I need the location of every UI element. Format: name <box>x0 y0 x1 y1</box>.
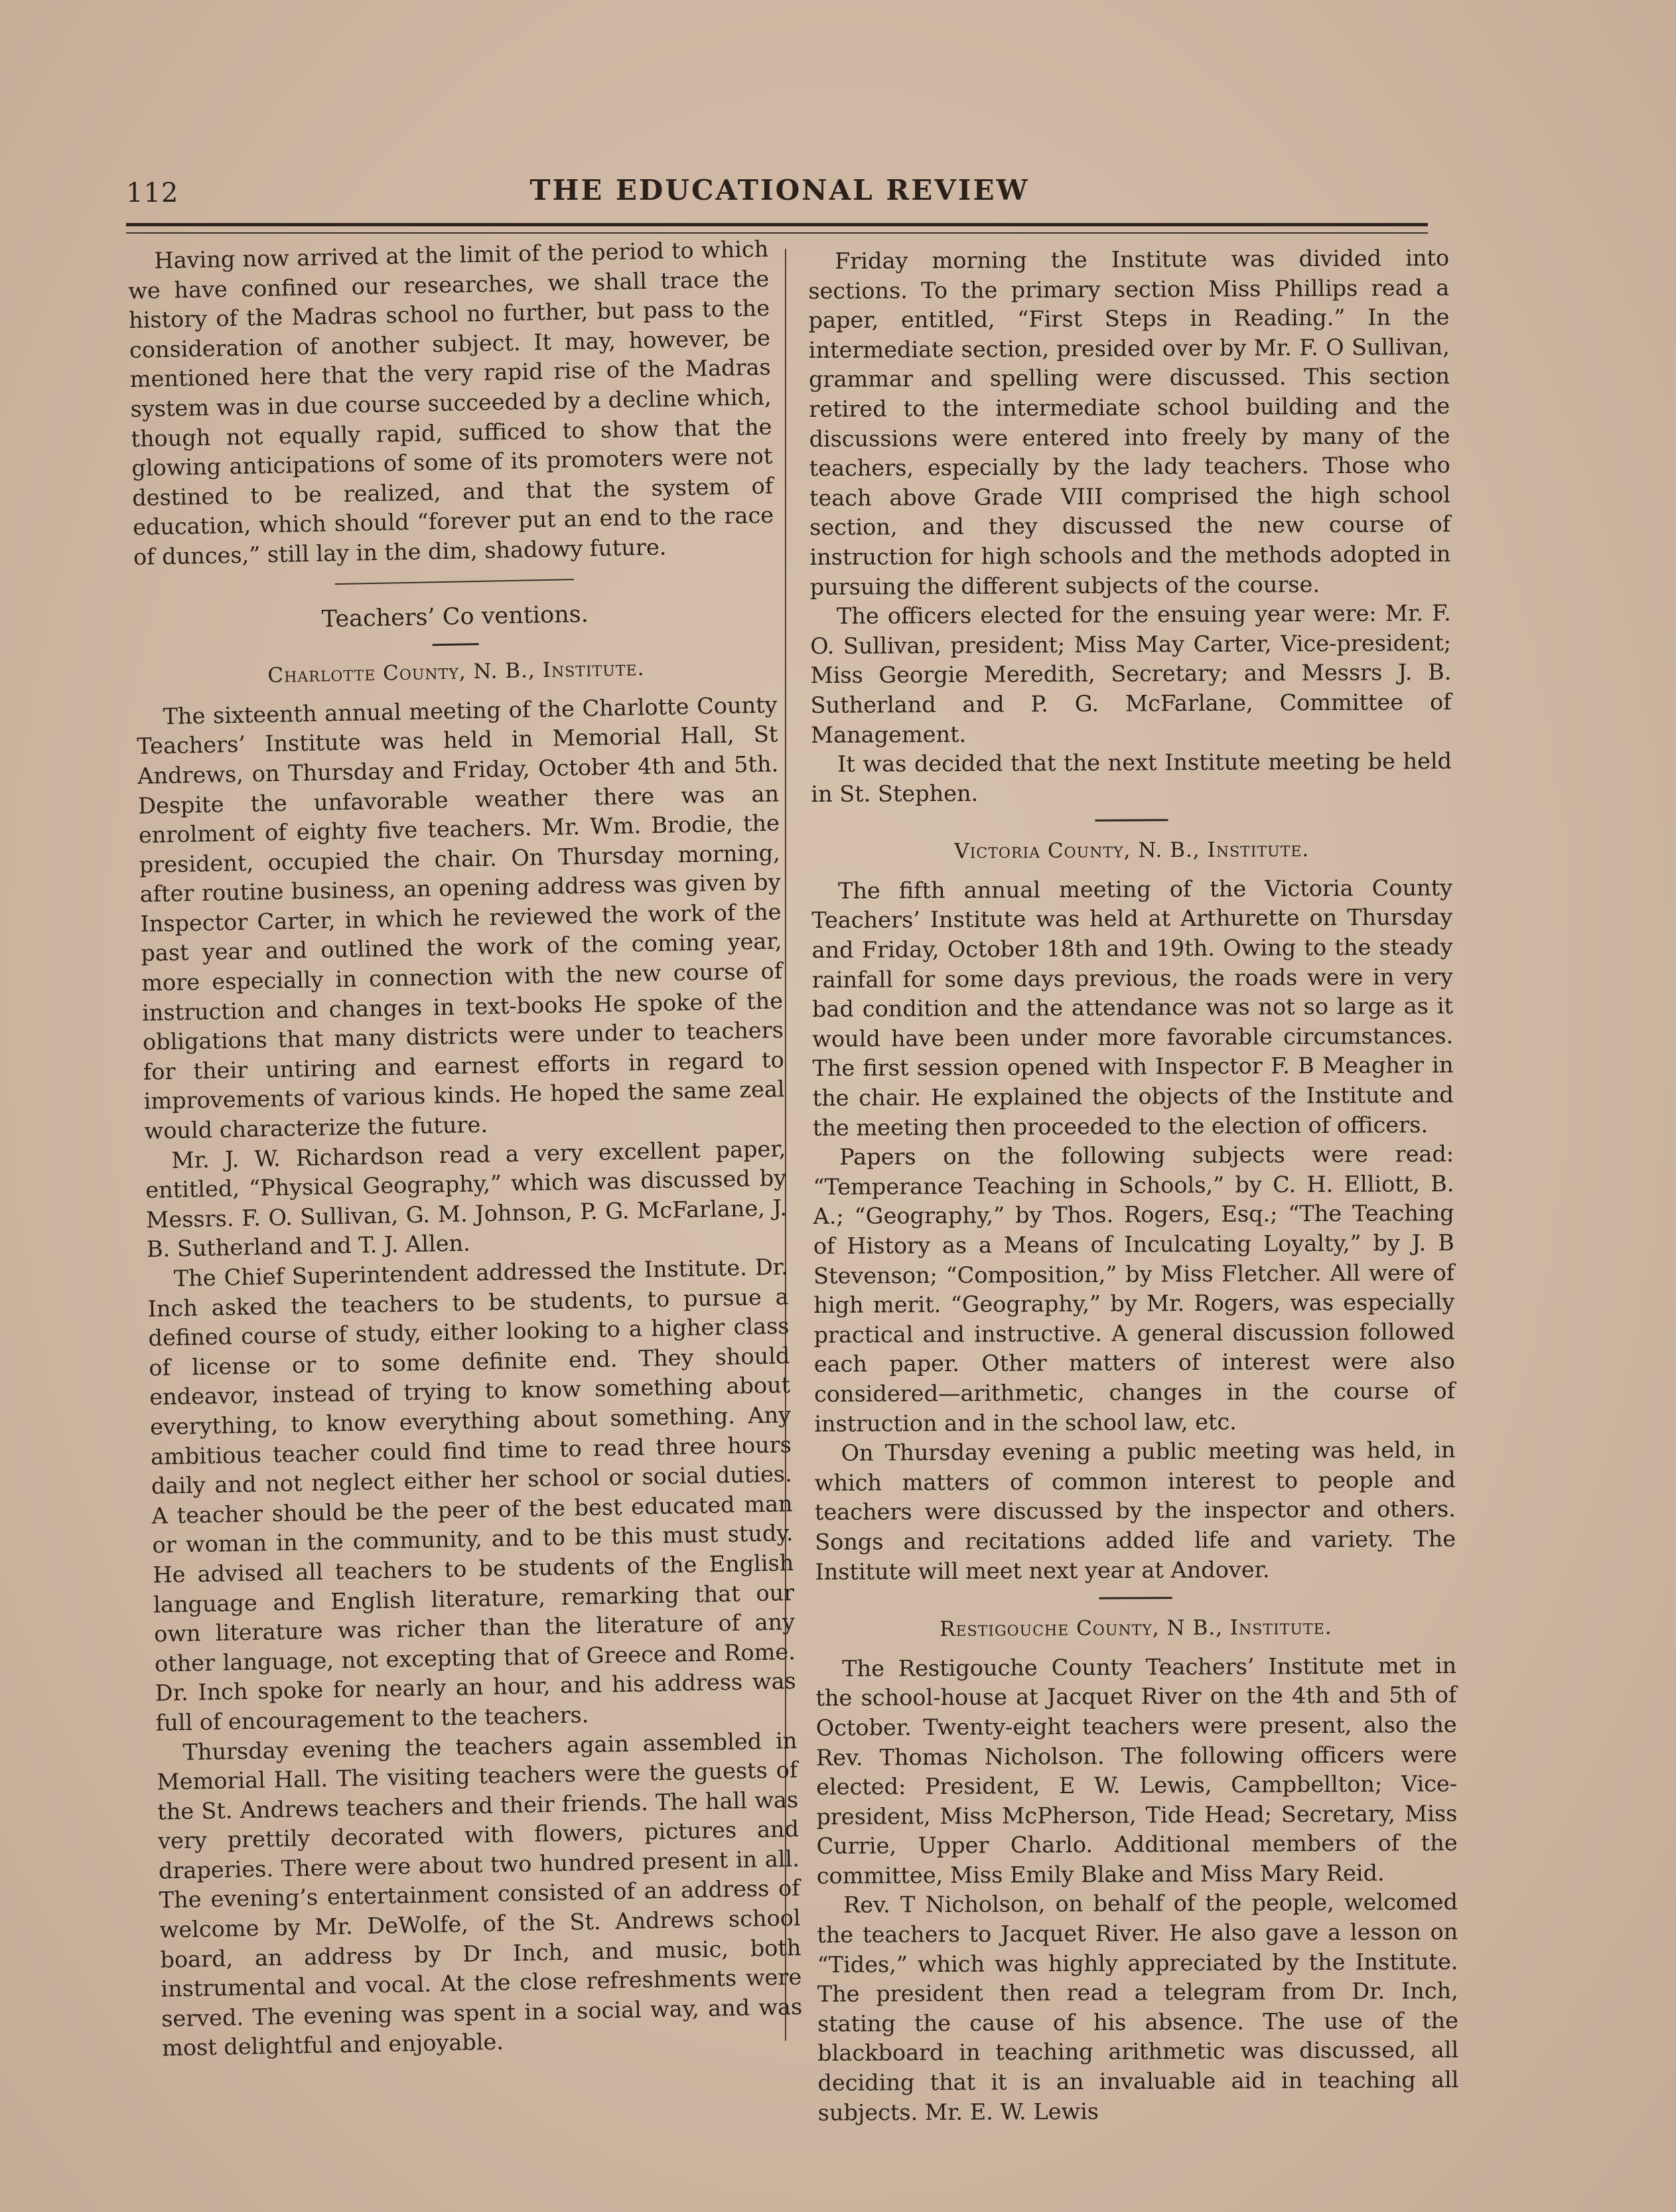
intro-paragraph: Having now arrived at the limit of the period to which we have confined our researches, we shall trace the history of the Madras school no further, but pass to the consideration of another subject. It may, however, be mentioned here that the very rapid rise of the Madras system was in due course succeeded by a decline which, though not equally rapid, sufficed to show that the glowing anticipations of some of its promoters were not destined to be realized, and that the system of education, which should “forever put an end to the race of dunces,” still lay in the dim, shadowy future. <box>127 236 774 570</box>
article-paragraph: Thursday evening the teachers again assembled in Memorial Hall. The visiting teachers were the guests of the St. Andrews teachers and their friends. The hall was very prettily decorated with flowers, pictures and draperies. There were about two hundred present in all. The evening’s entertainment consisted of an address of welcome by Mr. DeWolfe, of the St. Andrews school board, an address by Dr Inch, and music, both instrumental and vocal. At the close refreshments were served. The evening was spent in a social way, and was most delightful and enjoyable. <box>157 1727 803 2061</box>
article-paragraph: Friday morning the Institute was divided into sections. To the primary section Miss Phillips read a paper, entitled, “First Steps in Reading.” In the intermediate section, presided over by Mr. F. O Sullivan, grammar and spelling were discussed. This section retired to the intermediate school building and the discussions were entered into freely by many of the teachers, especially by the lady teachers. Those who teach above Grade VIII comprised the high school section, and they discussed the new course of instruction for high schools and the methods adopted in pursuing the different subjects of the course. <box>808 244 1451 600</box>
left-column <box>127 234 803 2063</box>
section-title: Teachers’ Co ventions. <box>321 601 589 633</box>
victoria-heading: Victoria County, N. B., Institute. <box>954 838 1310 864</box>
article-paragraph: Papers on the following subjects were read: “Temperance Teaching in Schools,” by C. H. Elliott, B. A.; “Geography,” by Thos. Rogers, Esq.; “The Teaching of History as a Means of Inculcating Loyalty,” by J. B Stevenson; “Composition,” by Miss Fletcher. All were of high merit. “Geography,” by Mr. Rogers, was especially practical and instructive. A general discussion followed each paper. Other matters of interest were also considered—arithmetic, changes in the course of instruction and in the school law, etc. <box>813 1141 1456 1437</box>
page-number: 112 <box>126 178 179 208</box>
article-paragraph: The Restigouche County Teachers’ Institute met in the school-house at Jacquet River on the 4th and 5th of October. Twenty-eight teachers were present, also the Rev. Thomas Nicholson. The following officers were elected: President, E W. Lewis, Campbellton; Vice-president, Miss McPherson, Tide Head; Secretary, Miss Currie, Upper Charlo. Additional members of the committee, Miss Emily Blake and Miss Mary Reid. <box>815 1652 1458 1889</box>
journal-title: THE EDUCATIONAL REVIEW <box>529 174 1030 206</box>
header-rule-thick <box>126 223 1428 226</box>
article-paragraph: It was decided that the next Institute meeting be held in St. Stephen. <box>811 748 1452 807</box>
charlotte-heading: Charlotte County, N. B., Institute. <box>267 656 645 688</box>
article-paragraph: Rev. T Nicholson, on behalf of the people, welcomed the teachers to Jacquet River. He also gave a lesson on “Tides,” which was highly appreciated by the Institute. The president then read a telegram from Dr. Inch, stating the cause of his absence. The use of the blackboard in teaching arithmetic was discussed, all deciding that it is an invaluable aid in teaching all subjects. Mr. E. W. Lewis <box>817 1889 1459 2126</box>
header-rule-thin <box>126 232 1428 234</box>
article-paragraph: On Thursday evening a public meeting was held, in which matters of common interest to people and teachers were discussed by the inspector and others. Songs and recitations added life and variety. The Institute will meet next year at Andover. <box>814 1437 1456 1585</box>
article-paragraph: The sixteenth annual meeting of the Charlotte County Teachers’ Institute was held in Memorial Hall, St Andrews, on Thursday and Friday, October 4th and 5th. Despite the unfavorable weather there was an enrolment of eighty five teachers. Mr. Wm. Brodie, the president, occupied the chair. On Thursday morning, after routine business, an opening address was given by Inspector Carter, in which he reviewed the work of the past year and outlined the work of the coming year, more especially in connection with the new course of instruction and changes in text-books He spoke of the obligations that many districts were under to teachers for their untiring and earnest efforts in regard to improvements of various kinds. He hoped the same zeal would characterize the future. <box>137 692 785 1144</box>
title-underline <box>433 643 479 646</box>
article-divider <box>1099 1597 1172 1599</box>
right-column <box>808 244 1459 2128</box>
article-divider <box>1095 819 1168 822</box>
article-paragraph: Mr. J. W. Richardson read a very excellent paper, entitled, “Physical Geography,” which was discussed by Messrs. F. O. Sullivan, G. M. Johnson, P. G. McFarlane, J. B. Sutherland and T. J. Allen. <box>145 1135 788 1263</box>
section-divider <box>335 579 574 585</box>
article-paragraph: The officers elected for the ensuing year were: Mr. F. O. Sullivan, president; Miss May Carter, Vice-president; Miss Georgie Meredith, Secretary; and Messrs J. B. Sutherland and P. G. McFarlane, Committee of Management. <box>810 600 1452 748</box>
article-paragraph: The fifth annual meeting of the Victoria County Teachers’ Institute was held at Arthurette on Thursday and Friday, October 18th and 19th. Owing to the steady rainfall for some days previous, the roads were in very bad condition and the attendance was not so large as it would have been under more favorable circumstances. The first session opened with Inspector F. B Meagher in the chair. He explained the objects of the Institute and the meeting then proceeded to the election of officers. <box>811 874 1454 1141</box>
article-paragraph: The Chief Superintendent addressed the Institute. Dr. Inch asked the teachers to be students, to pursue a defined course of study, either looking to a higher class of license or to some definite end. They should endeavor, instead of trying to know something about everything, to know everything about something. Any ambitious teacher could find time to read three hours daily and not neglect either her school or social duties. A teacher should be the peer of the best educated man or woman in the community, and to be this must study. He advised all teachers to be students of the English language and English literature, remarking that our own literature was richer than the literature of any other language, not excepting that of Greece and Rome. Dr. Inch spoke for nearly an hour, and his address was full of encouragement to the teachers. <box>147 1254 797 1736</box>
page-header <box>126 174 1433 214</box>
restigouche-heading: Restigouche County, N B., Institute. <box>940 1615 1332 1642</box>
